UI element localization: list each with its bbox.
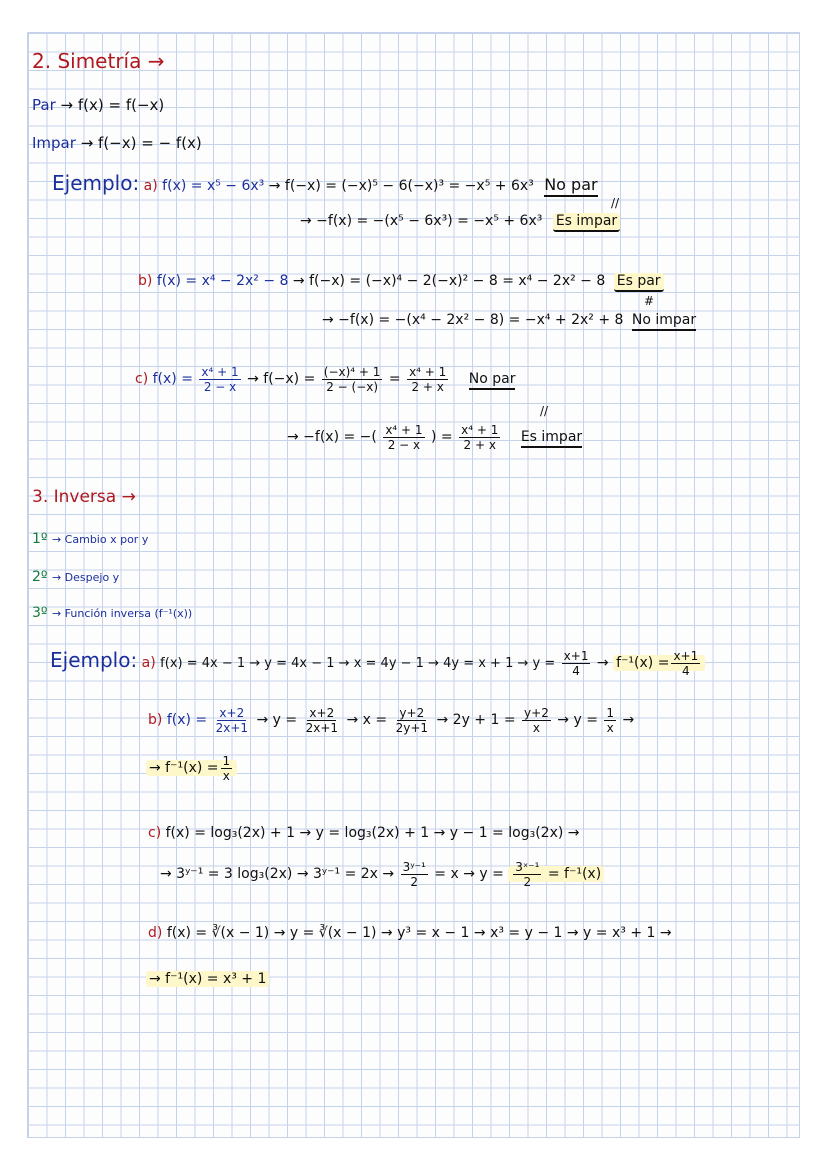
inv-example-b-x-lhs: → x = [346, 712, 388, 728]
fraction-denominator: 2x+1 [305, 720, 339, 735]
inv-example-c-result [508, 859, 604, 889]
example-a-step1: → f(−x) = (−x)⁵ − 6(−x)³ = −x⁵ + 6x³ [268, 178, 534, 194]
fraction-numerator: x⁴ + 1 [409, 364, 447, 379]
step-3-text: → Función inversa (f⁻¹(x)) [51, 607, 193, 620]
inv-example-c-line1 [148, 824, 580, 842]
example-a-result2: Es impar [553, 213, 620, 232]
arrow: → [622, 712, 635, 728]
example-b-neq-mark: # [644, 294, 655, 308]
sim-example-b-line2 [322, 311, 696, 329]
fraction-denominator: x [606, 720, 614, 735]
impar-formula: → f(−x) = − f(x) [80, 134, 202, 152]
inv-example-c-label: c) [148, 825, 162, 841]
example-b-function: f(x) = x⁴ − 2x² − 8 [156, 273, 289, 289]
inv-example-d-chain: f(x) = ∛(x − 1) → y = ∛(x − 1) → y³ = x − 1 → x³ = y − 1 → y = x³ + 1 → [166, 925, 672, 941]
inv-example-a-chain: f(x) = 4x − 1 → y = 4x − 1 → x = 4y − 1 → 4y = x + 1 → y = [160, 656, 556, 671]
inv-example-b-label: b) [148, 712, 163, 728]
arrow: → [596, 655, 609, 671]
inv-example-b-x-fraction [394, 706, 430, 735]
inv-example-a [50, 644, 705, 680]
fraction-denominator: 2x+1 [215, 720, 249, 735]
inv-example-b-y-fraction [304, 706, 340, 735]
fraction-numerator: x⁴ + 1 [201, 364, 239, 379]
fraction-numerator: 3ʸ⁻¹ [402, 859, 426, 874]
fraction-denominator: 4 [682, 663, 690, 678]
inv-example-c-result-fraction [513, 860, 541, 889]
inv-example-d-line1 [148, 924, 672, 942]
grid-paper [27, 32, 800, 1138]
inv-example-b-line2 [146, 752, 237, 784]
example-a-function: f(x) = x⁵ − 6x³ [162, 178, 265, 194]
example-b-label: b) [138, 273, 153, 289]
example-b-step1: → f(−x) = (−x)⁴ − 2(−x)² − 8 = x⁴ − 2x² − 8 [292, 273, 606, 289]
inv-example-b-result-fraction [221, 754, 233, 783]
example-a-label: a) [143, 178, 158, 194]
inv-example-b-end-lhs: → y = [557, 712, 598, 728]
fraction-denominator: 4 [572, 663, 580, 678]
example-c-step1-fraction [322, 365, 383, 394]
section-3-title: 3. Inversa → [32, 487, 136, 507]
inv-example-b-result-lhs: → f⁻¹(x) = [149, 760, 219, 776]
inv-example-c-step-b: = x → y = [434, 866, 504, 882]
ejemplo-label: Ejemplo: [52, 171, 140, 195]
inv-example-d-label: d) [148, 925, 163, 941]
inv-example-a-result-lhs: f⁻¹(x) = [616, 655, 670, 671]
inv-example-c-result-tail: = f⁻¹(x) [547, 866, 602, 882]
fraction-denominator: 2 − (−x) [326, 379, 379, 394]
fraction-numerator: y+2 [524, 705, 549, 720]
fraction-numerator: x+1 [673, 648, 699, 663]
example-c-result2: Es impar [521, 429, 582, 448]
impar-definition [32, 134, 202, 152]
sim-example-a-line2 [300, 212, 620, 230]
fraction-numerator: 1 [606, 705, 615, 720]
inv-example-d-line2 [146, 970, 269, 988]
fraction-denominator: 2 − x [387, 437, 421, 452]
fraction-numerator: x+2 [219, 705, 245, 720]
impar-label: Impar [32, 134, 76, 152]
example-b-result1: Es par [614, 273, 664, 292]
inv-example-b-mid: → 2y + 1 = [436, 712, 516, 728]
fraction-denominator: 2 − x [203, 379, 237, 394]
inverse-step-3 [32, 604, 192, 623]
inv-example-b-f-lhs: f(x) = [166, 712, 208, 728]
example-a-step2: → −f(x) = −(x⁵ − 6x³) = −x⁵ + 6x³ [300, 213, 543, 229]
fraction-numerator: 3ˣ⁻¹ [515, 859, 540, 874]
example-c-function-fraction [199, 365, 240, 394]
section-2-title: 2. Simetría → [32, 49, 165, 73]
fraction-denominator: x [532, 720, 540, 735]
fraction-denominator: 2y+1 [395, 720, 429, 735]
fraction-numerator: (−x)⁴ + 1 [323, 364, 381, 379]
example-c-step2-lhs: → −f(x) = −( [287, 429, 377, 445]
par-formula: → f(x) = f(−x) [60, 96, 165, 114]
example-c-step1-lhs: → f(−x) = [247, 371, 316, 387]
equals-sign: = [388, 371, 401, 387]
inv-example-a-result-fraction [671, 649, 700, 678]
step-1-text: → Cambio x por y [51, 533, 149, 546]
step-2-text: → Despejo y [51, 571, 120, 584]
fraction-numerator: x⁴ + 1 [461, 422, 499, 437]
example-a-neq-mark: // [611, 196, 620, 210]
fraction-denominator: 2 + x [463, 437, 496, 452]
example-c-label: c) [135, 371, 149, 387]
fraction-numerator: y+2 [399, 705, 425, 720]
inv-example-b-line1 [148, 703, 634, 737]
inv-example-a-label: a) [141, 655, 156, 671]
par-definition [32, 96, 164, 114]
fraction-numerator: x+2 [309, 705, 335, 720]
example-c-result1: No par [469, 371, 516, 390]
example-a-result1: No par [544, 175, 597, 197]
example-b-result2: No impar [632, 312, 696, 331]
fraction-numerator: 1 [222, 753, 231, 768]
inv-example-c-chain: f(x) = log₃(2x) + 1 → y = log₃(2x) + 1 → y − 1 = log₃(2x) → [165, 825, 580, 841]
example-c-step2-mid: ) = [431, 429, 453, 445]
example-c-step2-fraction [383, 423, 424, 452]
step-3-number: 3º [32, 605, 48, 621]
inv-example-b-y-lhs: → y = [256, 712, 298, 728]
ejemplo-label: Ejemplo: [50, 648, 138, 672]
inv-example-b-mid-fraction [522, 706, 551, 735]
example-c-step2-result-fraction [459, 423, 500, 452]
inv-example-d-result: → f⁻¹(x) = x³ + 1 [146, 971, 269, 987]
inv-example-a-result [613, 648, 705, 678]
inv-example-c-fraction [401, 860, 428, 889]
example-c-step1-result-fraction [407, 365, 448, 394]
sim-example-c-line1 [135, 362, 515, 396]
inverse-step-2 [32, 568, 119, 587]
example-c-function-lhs: f(x) = [152, 371, 193, 387]
example-c-neq-mark: // [540, 404, 549, 418]
fraction-numerator: x⁴ + 1 [385, 422, 423, 437]
inv-example-c-line2 [160, 858, 604, 890]
fraction-denominator: 2 + x [411, 379, 444, 394]
step-1-number: 1º [32, 531, 48, 547]
inv-example-a-fraction [562, 649, 591, 678]
inverse-step-1 [32, 530, 148, 549]
inv-example-b-result [146, 753, 237, 783]
sim-example-b-line1 [138, 272, 664, 290]
sim-example-c-line2 [287, 420, 582, 454]
fraction-numerator: x+1 [563, 648, 589, 663]
sim-example-a-line1 [52, 171, 598, 195]
fraction-denominator: x [222, 768, 230, 783]
inv-example-c-step-a: → 3ʸ⁻¹ = 3 log₃(2x) → 3ʸ⁻¹ = 2x → [160, 866, 395, 882]
step-2-number: 2º [32, 569, 48, 585]
inv-example-b-end-fraction [604, 706, 616, 735]
example-b-step2: → −f(x) = −(x⁴ − 2x² − 8) = −x⁴ + 2x² + 8 [322, 312, 624, 328]
fraction-denominator: 2 [523, 874, 532, 889]
fraction-denominator: 2 [410, 874, 419, 889]
par-label: Par [32, 96, 56, 114]
inv-example-b-f-fraction [214, 706, 250, 735]
